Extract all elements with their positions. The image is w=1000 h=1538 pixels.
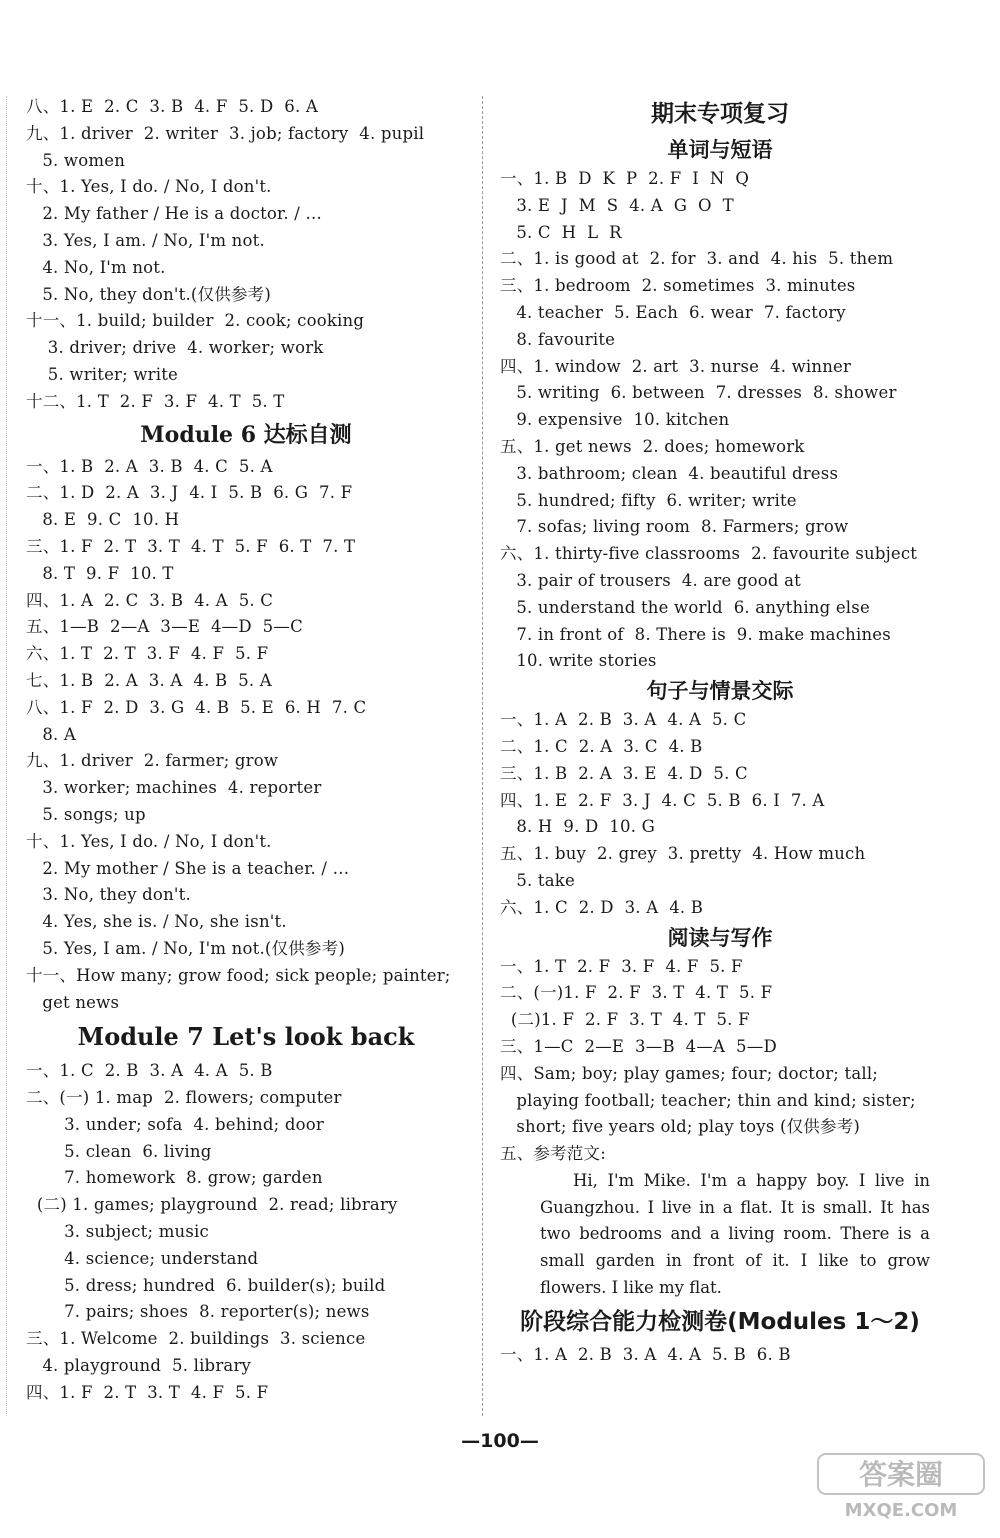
section-heading: Module 7 Let's look back — [77, 1022, 415, 1052]
answer-line: 4. science; understand — [26, 1248, 259, 1268]
section-heading: 阶段综合能力检测卷(Modules 1～2) — [520, 1308, 920, 1335]
answer-line: 二、1. D 2. A 3. J 4. I 5. B 6. G 7. F — [26, 483, 353, 503]
answer-line: 三、1. B 2. A 3. E 4. D 5. C — [500, 763, 748, 783]
answer-line: 六、1. thirty-five classrooms 2. favourite subject — [500, 544, 918, 564]
answer-line: 7. homework 8. grow; garden — [26, 1168, 323, 1188]
answer-line: 8. E 9. C 10. H — [26, 510, 180, 530]
answer-line: 5. clean 6. living — [26, 1141, 212, 1161]
answer-line: 2. My father / He is a doctor. / … — [26, 204, 323, 224]
answer-line: 一、1. T 2. F 3. F 4. F 5. F — [500, 956, 743, 976]
answer-line: 五、1. buy 2. grey 3. pretty 4. How much — [500, 844, 866, 864]
answer-line: 二、(一)1. F 2. F 3. T 4. T 5. F — [500, 983, 773, 1003]
svg-text:MXQE.COM: MXQE.COM — [844, 1500, 958, 1521]
page-edge-line — [6, 96, 7, 1416]
answer-line: 3. under; sofa 4. behind; door — [26, 1114, 324, 1134]
answer-line: 四、1. window 2. art 3. nurse 4. winner — [500, 356, 852, 376]
answer-line: 五、1—B 2—A 3—E 4—D 5—C — [26, 617, 303, 637]
answer-line: 5. understand the world 6. anything else — [500, 597, 870, 617]
answer-line: 四、1. E 2. F 3. J 4. C 5. B 6. I 7. A — [500, 790, 825, 810]
answer-line: 一、1. A 2. B 3. A 4. A 5. C — [500, 710, 747, 730]
answer-line: 5. songs; up — [26, 804, 146, 824]
answer-line: 8. H 9. D 10. G — [500, 817, 655, 837]
answer-line: 二、1. C 2. A 3. C 4. B — [500, 736, 703, 756]
answer-line: 三、1. F 2. T 3. T 4. T 5. F 6. T 7. T — [26, 536, 356, 556]
answer-line: 八、1. E 2. C 3. B 4. F 5. D 6. A — [26, 97, 318, 116]
answer-line: 4. playground 5. library — [26, 1356, 252, 1376]
answer-line: playing football; teacher; thin and kind; sister; — [500, 1090, 916, 1110]
answer-line: 5. Yes, I am. / No, I'm not.(仅供参考) — [26, 938, 345, 958]
answer-line: 九、1. driver 2. farmer; grow — [26, 751, 279, 771]
answer-line: 十、1. Yes, I do. / No, I don't. — [26, 177, 272, 197]
answer-line: 8. T 9. F 10. T — [26, 563, 174, 583]
answer-line: 5. take — [500, 870, 575, 890]
right-column — [500, 94, 940, 1369]
answer-line: 3. worker; machines 4. reporter — [26, 778, 322, 798]
answer-line: 二、(一) 1. map 2. flowers; computer — [26, 1088, 342, 1108]
answer-line: 3. subject; music — [26, 1222, 209, 1242]
answer-line: 二、1. is good at 2. for 3. and 4. his 5. them — [500, 249, 894, 269]
answer-line: 五、1. get news 2. does; homework — [500, 436, 805, 456]
answer-line: 一、1. B D K P 2. F I N Q — [500, 169, 750, 188]
answer-line: 3. No, they don't. — [26, 885, 191, 905]
answer-line: 十一、How many; grow food; sick people; painter; — [26, 965, 451, 985]
page-number: —100— — [461, 1430, 539, 1452]
answer-line: 六、1. T 2. T 3. F 4. F 5. F — [26, 644, 269, 664]
watermark-logo-icon — [816, 1450, 986, 1524]
answer-line: 3. pair of trousers 4. are good at — [500, 570, 801, 590]
answer-line: 八、1. F 2. D 3. G 4. B 5. E 6. H 7. C — [26, 697, 367, 717]
answer-line: 5. writer; write — [26, 364, 179, 384]
answer-line: 三、1—C 2—E 3—B 4—A 5—D — [500, 1036, 777, 1056]
answer-line: 五、参考范文: — [500, 1144, 606, 1164]
answer-line: 一、1. A 2. B 3. A 4. A 5. B 6. B — [500, 1344, 791, 1364]
answer-line: 8. favourite — [500, 329, 616, 349]
section-heading: 单词与短语 — [667, 138, 773, 162]
answer-line: 四、Sam; boy; play games; four; doctor; tall; — [500, 1063, 879, 1083]
answer-line: 7. sofas; living room 8. Farmers; grow — [500, 517, 849, 537]
answer-line: 三、1. bedroom 2. sometimes 3. minutes — [500, 276, 856, 296]
answer-line: 5. dress; hundred 6. builder(s); build — [26, 1275, 386, 1295]
section-heading: 阅读与写作 — [667, 925, 773, 950]
answer-line: 3. E J M S 4. A G O T — [500, 195, 734, 215]
answer-line: 十一、1. build; builder 2. cook; cooking — [26, 311, 365, 331]
answer-line: 三、1. Welcome 2. buildings 3. science — [26, 1329, 366, 1349]
answer-line: 7. pairs; shoes 8. reporter(s); news — [26, 1302, 370, 1322]
svg-text:答案圈: 答案圈 — [858, 1458, 944, 1491]
answer-line: 3. bathroom; clean 4. beautiful dress — [500, 463, 839, 483]
answer-line: 9. expensive 10. kitchen — [500, 410, 730, 430]
answer-line: get news — [26, 992, 120, 1012]
answer-line: 十二、1. T 2. F 3. F 4. T 5. T — [26, 391, 285, 411]
answer-line: 4. teacher 5. Each 6. wear 7. factory — [500, 302, 846, 322]
answer-line: 5. C H L R — [500, 222, 622, 242]
answer-line: short; five years old; play toys (仅供参考) — [500, 1117, 861, 1137]
answer-line: 8. A — [26, 724, 77, 744]
left-column — [26, 94, 466, 1407]
answer-line: 六、1. C 2. D 3. A 4. B — [500, 897, 704, 917]
answer-line: 7. in front of 8. There is 9. make machines — [500, 624, 891, 644]
answer-line: 5. No, they don't.(仅供参考) — [26, 284, 271, 304]
sample-essay: Hi, I'm Mike. I'm a happy boy. I live in Guangzhou. I live in a flat. It is small. It has two bedrooms and a living room. There is a small garden in front of it. I like to grow flowers. I like my flat. — [540, 1170, 930, 1298]
answer-line: 九、1. driver 2. writer 3. job; factory 4. pupil — [26, 123, 425, 143]
answer-line: 一、1. C 2. B 3. A 4. A 5. B — [26, 1061, 273, 1081]
answer-line: 5. writing 6. between 7. dresses 8. shower — [500, 383, 897, 403]
answer-line: 4. No, I'm not. — [26, 257, 166, 277]
answer-line: 10. write stories — [500, 651, 657, 671]
answer-line: 3. driver; drive 4. worker; work — [26, 338, 324, 358]
answer-line: 5. hundred; fifty 6. writer; write — [500, 490, 797, 510]
answer-line: 2. My mother / She is a teacher. / … — [26, 858, 350, 878]
answer-line: (二) 1. games; playground 2. read; library — [26, 1195, 398, 1215]
answer-line: 一、1. B 2. A 3. B 4. C 5. A — [26, 456, 273, 476]
answer-line: (二)1. F 2. F 3. T 4. T 5. F — [500, 1010, 750, 1030]
answer-line: 四、1. F 2. T 3. T 4. F 5. F — [26, 1382, 269, 1402]
section-heading: 期末专项复习 — [651, 101, 789, 127]
answer-line: 5. women — [26, 150, 126, 170]
answer-line: 十、1. Yes, I do. / No, I don't. — [26, 831, 272, 851]
answer-line: 3. Yes, I am. / No, I'm not. — [26, 230, 265, 250]
answer-line: 七、1. B 2. A 3. A 4. B 5. A — [26, 670, 272, 690]
column-divider — [482, 96, 483, 1416]
section-heading: Module 6 达标自测 — [140, 421, 352, 448]
section-heading: 句子与情景交际 — [646, 679, 794, 704]
answer-line: 4. Yes, she is. / No, she isn't. — [26, 912, 287, 932]
answer-line: 四、1. A 2. C 3. B 4. A 5. C — [26, 590, 274, 610]
